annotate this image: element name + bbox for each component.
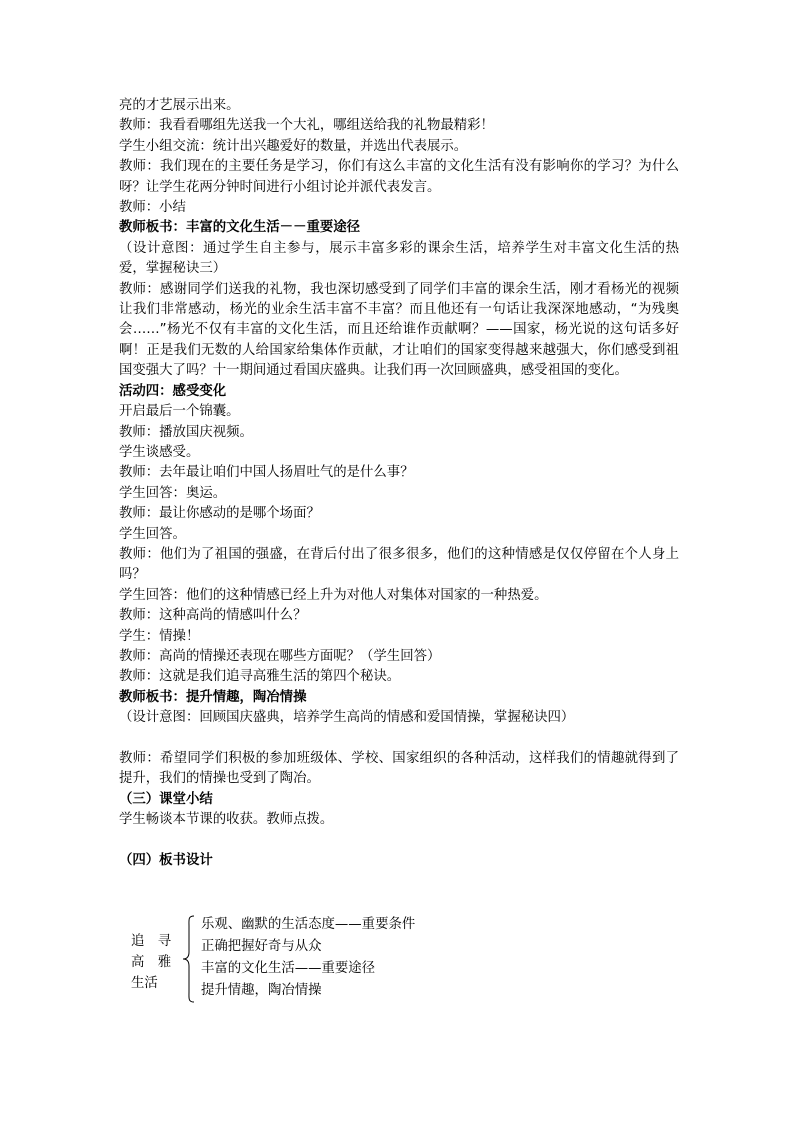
text-line: 亮的才艺展示出来。 <box>119 98 240 113</box>
section-heading: （三）课堂小结 <box>119 791 213 807</box>
text-line: 教师：我看看哪组先送我一个大礼，哪组送给我的礼物最精彩！ <box>119 118 494 134</box>
text-line: 开启最后一个锦囊。 <box>119 404 240 420</box>
board-design <box>128 914 448 1004</box>
design-intent-note: （设计意图：通过学生自主参与，展示丰富多彩的课余生活，培养学生对丰富文化生活的热爱，掌握秘诀三） <box>119 240 679 277</box>
blank-line <box>119 831 679 851</box>
text-paragraph: 教师：我们现在的主要任务是学习，你们有这么丰富的文化生活有没有影响你的学习？为什么呀？让学生花两分钟时间进行小组讨论并派代表发言。 <box>119 159 679 195</box>
blank-line <box>119 729 679 749</box>
text-line: 教师：去年最让咱们中国人扬眉吐气的是什么事？ <box>119 465 414 481</box>
board-item: 乐观、幽默的生活态度——重要条件 <box>201 917 416 932</box>
curly-brace-icon <box>182 914 196 1004</box>
design-intent-note: （设计意图：回顾国庆盛典，培养学生高尚的情感和爱国情操，掌握秘诀四） <box>119 710 575 726</box>
document-body <box>119 96 679 871</box>
text-line: 教师：这种高尚的情感叫什么？ <box>119 608 307 624</box>
board-topic-line: 高 雅 <box>131 955 172 970</box>
text-paragraph: 教师：希望同学们积极的参加班级体、学校、国家组织的各种活动，这样我们的情趣就得到了提升，我们的情操也受到了陶冶。 <box>119 750 679 787</box>
text-line: 学生畅谈本节课的收获。教师点拨。 <box>119 812 334 828</box>
text-line: 教师：播放国庆视频。 <box>119 424 253 440</box>
board-items <box>201 914 415 1002</box>
text-line: 学生回答：他们的这种情感已经上升为对他人对集体对国家的一种热爱。 <box>119 587 548 603</box>
board-item: 正确把握好奇与从众 <box>201 939 322 954</box>
text-line: 教师：最让你感动的是哪个场面？ <box>119 506 320 522</box>
text-line: 教师：这就是我们追寻高雅生活的第四个秘诀。 <box>119 669 401 685</box>
activity-heading: 活动四：感受变化 <box>119 383 227 399</box>
text-paragraph: 教师：他们为了祖国的强盛，在背后付出了很多很多，他们的这种情感是仅仅停留在个人身上吗？ <box>119 546 679 583</box>
board-topic-line: 生活 <box>131 976 158 991</box>
text-line: 学生：情操！ <box>119 628 200 644</box>
board-note-heading: 教师板书：丰富的文化生活－－重要途径 <box>119 220 361 236</box>
board-note-heading: 教师板书：提升情趣，陶冶情操 <box>119 689 307 705</box>
text-line: 学生谈感受。 <box>119 444 200 460</box>
text-line: 学生小组交流：统计出兴趣爱好的数量，并选出代表展示。 <box>119 138 468 154</box>
board-item: 提升情趣，陶冶情操 <box>201 983 322 998</box>
text-line: 教师：高尚的情操还表现在哪些方面呢？（学生回答） <box>119 648 441 664</box>
text-line: 学生回答。 <box>119 526 186 542</box>
text-line: 教师：小结 <box>119 200 186 216</box>
board-topic-line: 追 寻 <box>131 934 172 949</box>
board-item: 丰富的文化生活——重要途径 <box>201 961 376 976</box>
text-line: 学生回答：奥运。 <box>119 485 227 501</box>
text-paragraph: 教师：感谢同学们送我的礼物，我也深切感受到了同学们丰富的课余生活，刚才看杨光的视频让我们非常感动，杨光的业余生活丰富不丰富？而且他还有一句话让我深深地感动，“为残奥会……”杨光不仅有丰富的文化生活，而且还给谁作贡献啊？——国家，杨光说的这句话多好啊！正是我们无数的人给国家给集体作贡献，才让咱们的国家变得越来越强大，你们感受到祖国变强大了吗？十一期间通过看国庆盛典。让我们再一次回顾盛典，感受祖国的变化。 <box>119 281 679 379</box>
section-heading: （四）板书设计 <box>119 853 213 868</box>
board-topic <box>131 931 181 994</box>
